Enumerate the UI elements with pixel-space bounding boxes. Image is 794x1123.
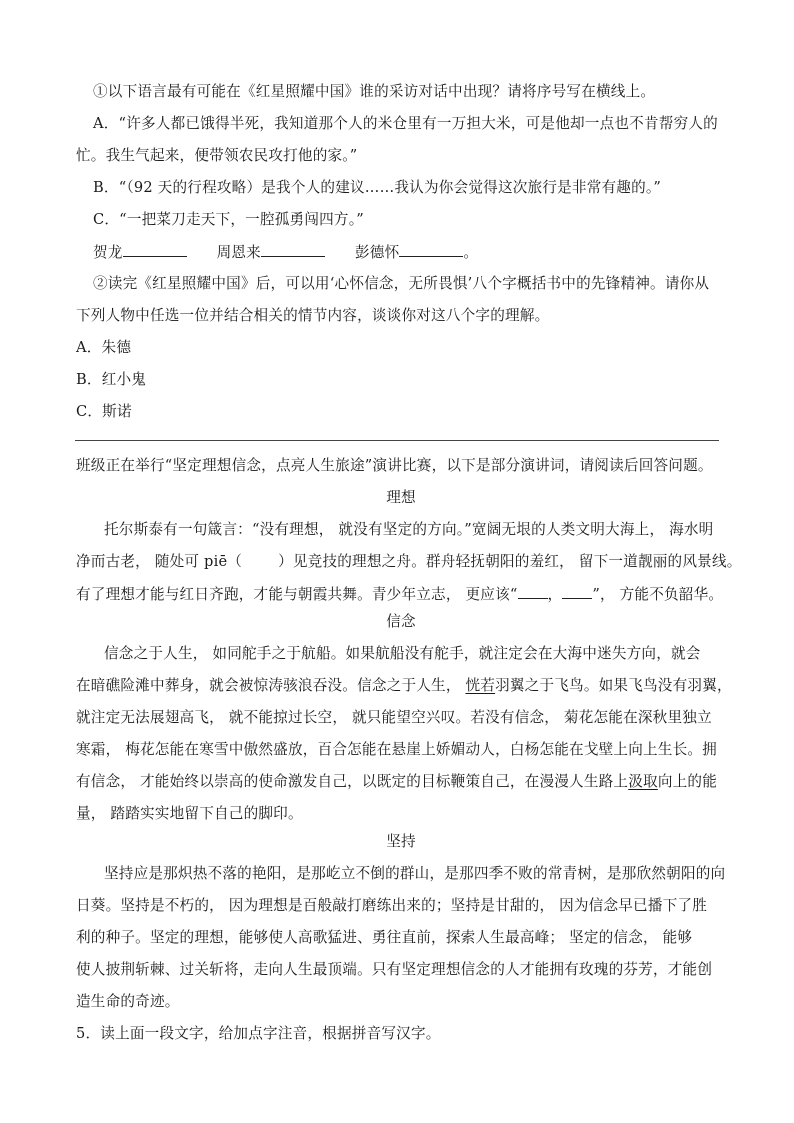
- fill-label-pengdehuai: 彭德怀: [354, 244, 400, 261]
- answer-blank-pengdehuai[interactable]: [399, 242, 463, 257]
- p1-line1: 托尔斯泰有一句箴言：“没有理想， 就没有坚定的方向。”宽阔无垠的人类文明大海上， 海水明: [104, 521, 714, 538]
- fill-label-zhouenlai: 周恩来: [216, 244, 261, 261]
- q2-stem-line1: ②读完《红星照耀中国》后，可以用‘心怀信念，无所畏惧’八个字概括书中的先锋精神。请你从: [93, 275, 710, 292]
- question-5: 5．读上面一段文字，给加点字注音，根据拼音写汉字。: [76, 1025, 441, 1042]
- p1-line3-comma: ，: [547, 586, 563, 603]
- q2-option-a: A．朱德: [76, 339, 132, 356]
- p2-line1: 信念之于人生， 如同舵手之于航船。如果航船没有舵手，就注定会在大海中迷失方向，就会: [104, 645, 701, 662]
- answer-blank-helong[interactable]: [123, 242, 187, 257]
- answer-blank-zhouenlai[interactable]: [261, 242, 325, 257]
- q2-option-b: B．红小鬼: [76, 371, 147, 388]
- p3-line2: 日葵。坚持是不朽的， 因为理想是百般敲打磨练出来的；坚持是甘甜的， 因为信念早已播下了胜: [76, 897, 708, 914]
- heading-lixiang: 理想: [386, 489, 416, 506]
- q2-stem-line2: 下列人物中任选一位并结合相关的情节内容，谈谈你对这八个字的理解。: [76, 307, 550, 324]
- p3-line3: 利的种子。坚定的理想，能够使人高歌猛进、勇往直前，探索人生最高峰； 坚定的信念， 能够: [76, 929, 693, 946]
- p1-line2-text-b: ）见竞技的理想之舟。群舟轻抚朝阳的羞红， 留下一道靓丽的风景线。: [278, 553, 742, 570]
- p2-line2-text-b: 羽翼之于飞鸟。如果飞鸟没有羽翼，: [495, 677, 732, 694]
- p2-line5: [76, 772, 726, 792]
- fill-label-helong: 贺龙: [93, 244, 123, 261]
- q1-stem: ①以下语言最有可能在《红星照耀中国》谁的采访对话中出现？请将序号写在横线上。: [93, 83, 656, 100]
- p2-line5-text-a: 有信念， 才能始终以崇高的使命激发自己，以既定的目标鞭策自己，在漫漫人生路上: [76, 773, 629, 790]
- p1-line3-text-a: 有了理想才能与红日齐跑，才能与朝霞共舞。青少年立志， 更应该“: [76, 586, 518, 603]
- p2-line4: 寒霜， 梅花怎能在寒雪中傲然盛放，百合怎能在悬崖上娇媚动人，白杨怎能在戈壁上向上生长。拥: [76, 741, 717, 758]
- q1-option-b: B．“（92 天的行程攻略）是我个人的建议……我认为你会觉得这次旅行是非常有趣的。”: [93, 179, 662, 196]
- p3-line1: 坚持应是那炽热不落的艳阳，是那屹立不倒的群山，是那四季不败的常青树，是那欣然朝阳的向: [104, 865, 726, 882]
- p3-line4: 使人披荆斩棘、过关斩将，走向人生最顶端。只有坚定理想信念的人才能拥有玫瑰的芬芳，才能创: [76, 961, 713, 978]
- q1-option-a-line2: 忙。我生气起来，便带领农民攻打他的家。”: [76, 147, 358, 164]
- p2-line6: 量， 踏踏实实地留下自己的脚印。: [76, 805, 303, 822]
- underlined-word-huangruo: 恍若: [465, 677, 496, 694]
- q2-option-c: C．斯诺: [76, 403, 132, 420]
- p1-line3-text-c: ”， 方能不负韶华。: [592, 586, 724, 603]
- passage-intro: 班级正在举行“坚定理想信念，点亮人生旅途”演讲比赛，以下是部分演讲词，请阅读后回答问题。: [76, 457, 713, 474]
- heading-xinnian: 信念: [386, 613, 416, 630]
- underlined-word-jiqu: 汲取: [628, 773, 658, 790]
- p3-line5: 造生命的奇迹。: [76, 993, 180, 1010]
- p2-line2-text-a: 在暗礁险滩中葬身，就会被惊涛骇浪吞没。信念之于人生，: [76, 677, 466, 694]
- q1-option-c: C．“一把菜刀走天下，一腔孤勇闯四方。”: [93, 211, 364, 228]
- q1-option-a-line1: A．“许多人都已饿得半死，我知道那个人的米仓里有一万担大米，可是他却一点也不肯帮穷人的: [93, 115, 718, 132]
- p2-line5-text-b: 向上的能: [657, 773, 717, 790]
- heading-jianchi: 坚持: [386, 833, 416, 850]
- q1-fill-row: [93, 242, 743, 263]
- p2-line2: [76, 676, 732, 696]
- fill-period: 。: [463, 244, 479, 261]
- p2-line3: 就注定无法展翅高飞， 就不能掠过长空， 就只能望空兴叹。若没有信念， 菊花怎能在深秋里独立: [76, 709, 712, 726]
- p1-line3: [76, 584, 726, 605]
- p1-line2: [76, 552, 742, 572]
- section-divider: [75, 440, 719, 441]
- quote-blank-2[interactable]: [562, 584, 592, 599]
- p1-line2-text-a: 净而古老， 随处可 piē（: [76, 553, 243, 570]
- quote-blank-1[interactable]: [518, 584, 548, 599]
